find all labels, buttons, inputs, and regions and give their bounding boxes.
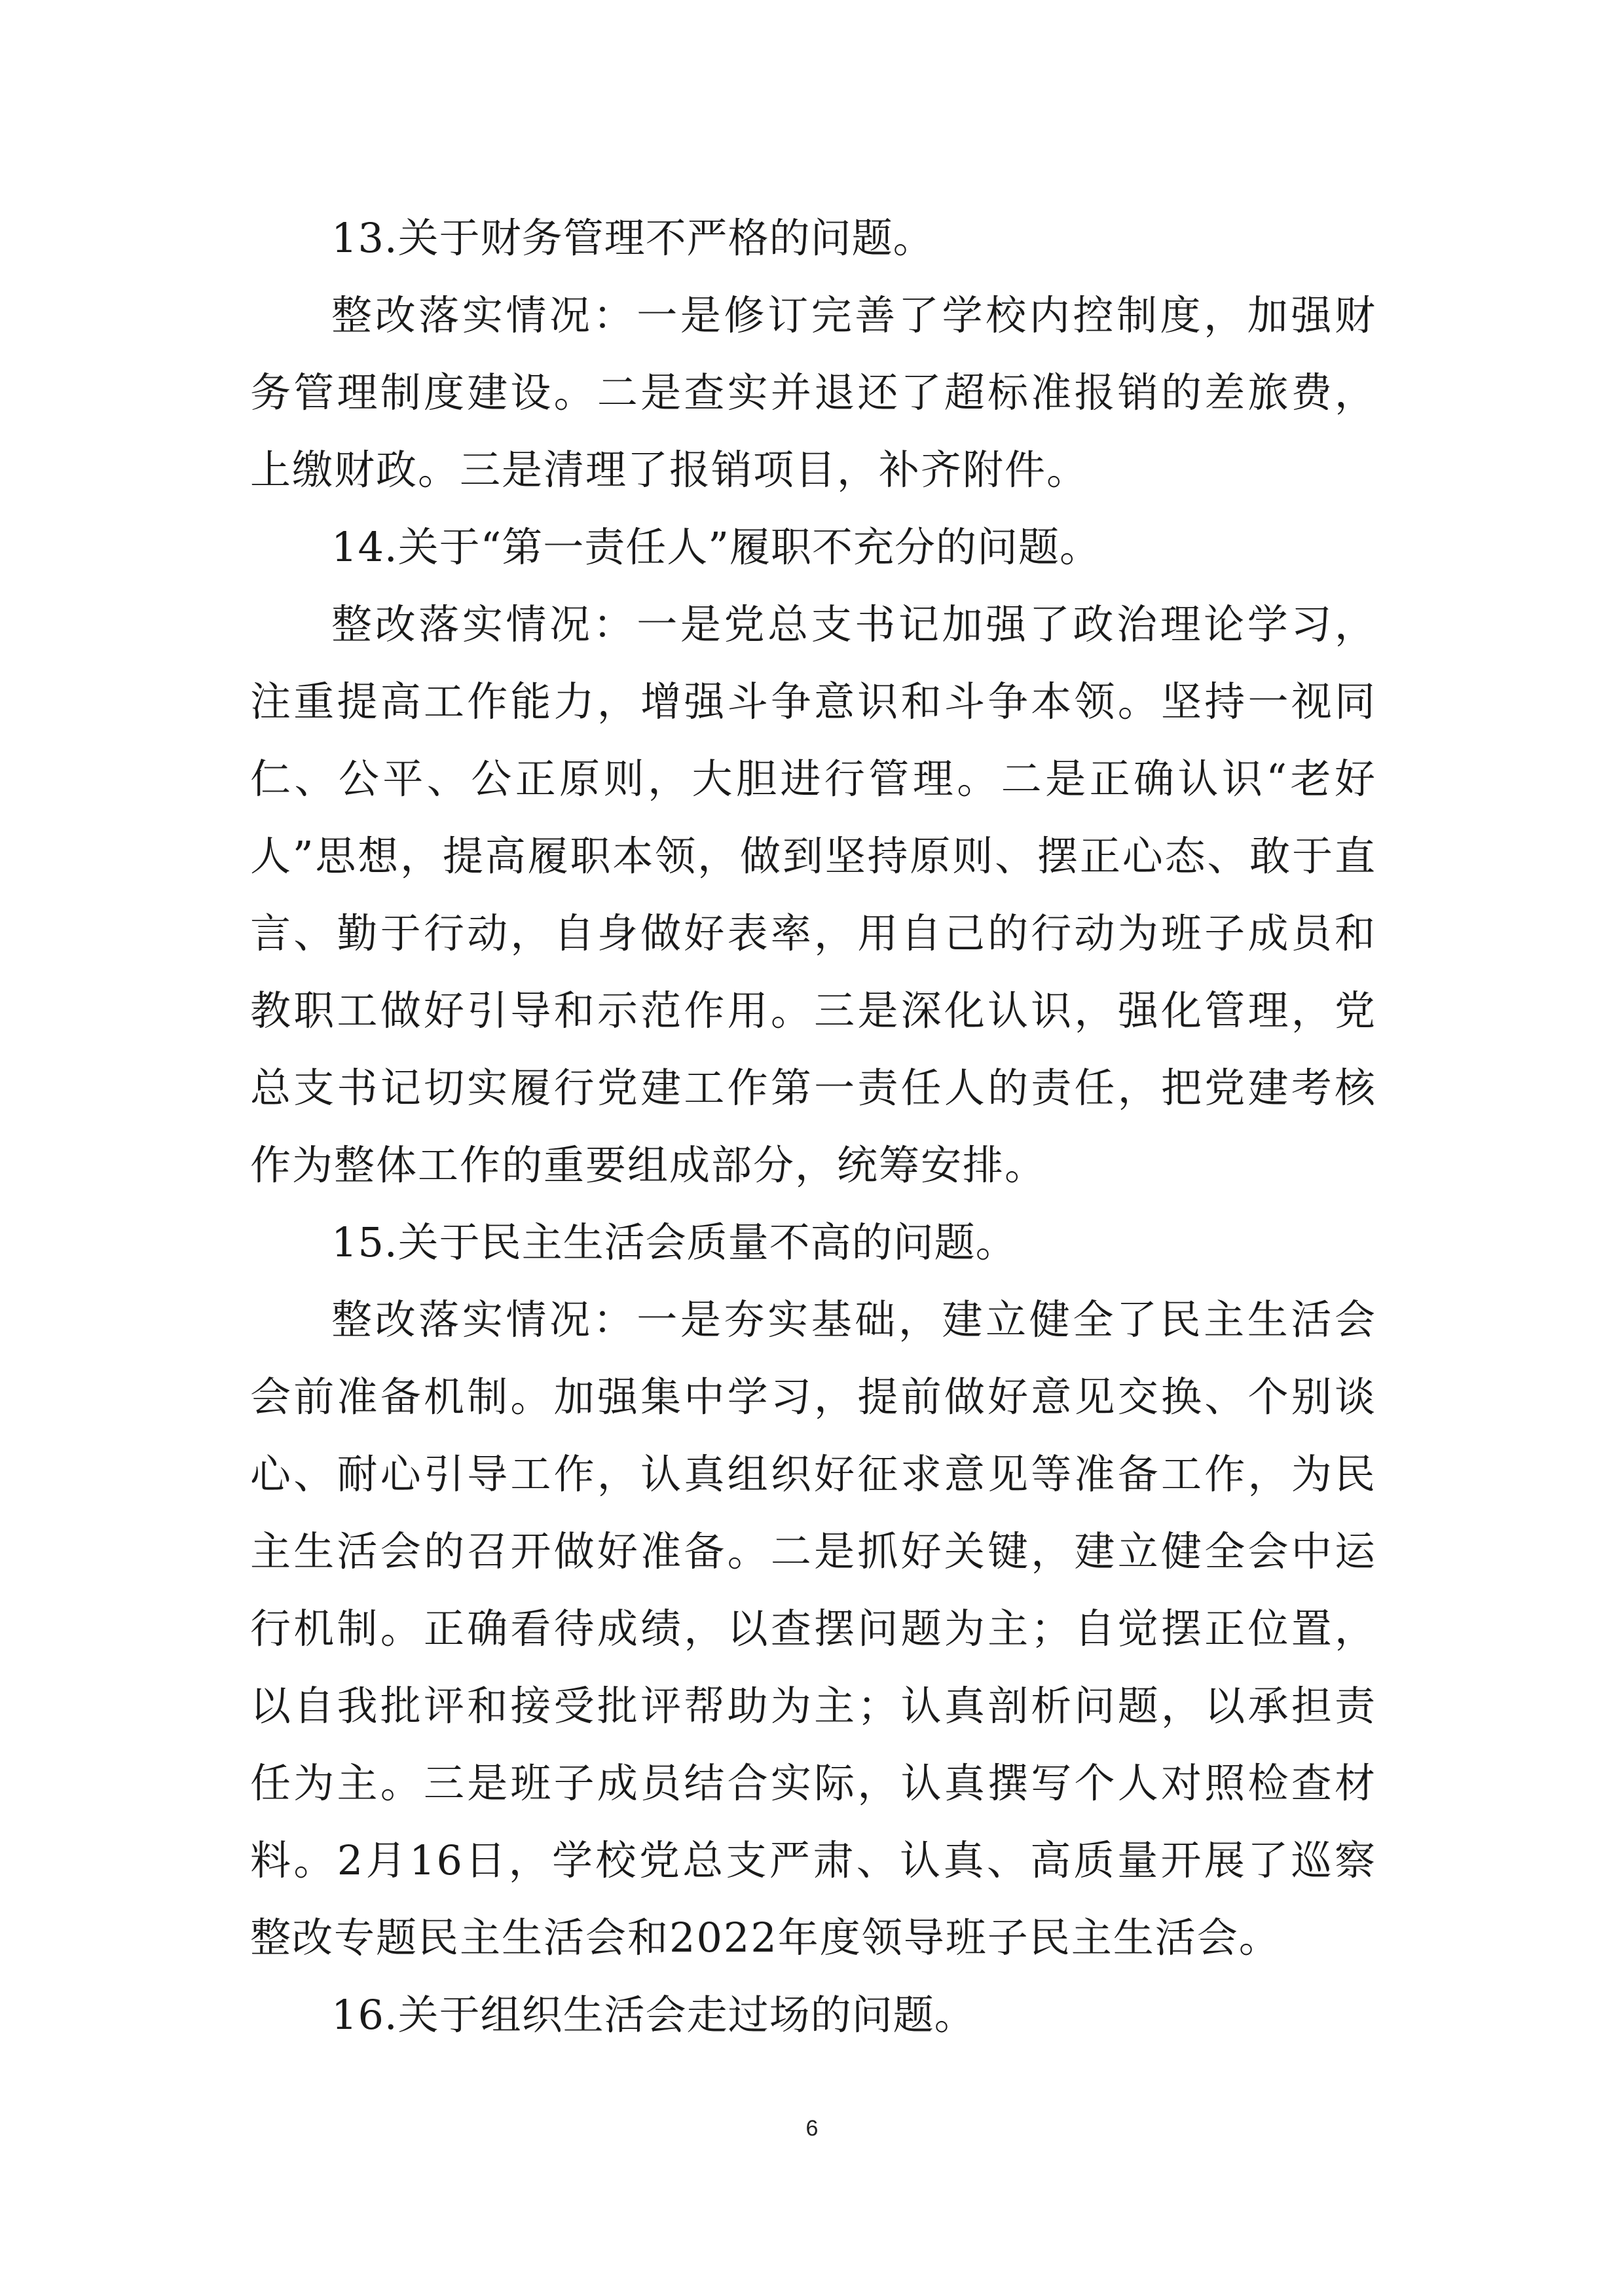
section-body-15: 整改落实情况：一是夯实基础，建立健全了民主生活会会前准备机制。加强集中学习，提前做好意见交换、个别谈心、耐心引导工作，认真组织好征求意见等准备工作，为民主生活会的召开做好准备。二是抓好关键，建立健全会中运行机制。正确看待成绩，以查摆问题为主；自觉摆正位置，以自我批评和接受批评帮助为主；认真剖析问题，以承担责任为主。三是班子成员结合实际，认真撰写个人对照检查材料。2月16日，学校党总支严肃、认真、高质量开展了巡察整改专题民主生活会和2022年度领导班子民主生活会。 [250,1296,1376,1961]
section-heading-15: 15.关于民主生活会质量不高的问题。 [331,1218,1017,1266]
section-heading-16: 16.关于组织生活会走过场的问题。 [331,1991,976,2039]
section-heading-13: 13.关于财务管理不严格的问题。 [331,214,934,262]
section-body-13: 整改落实情况：一是修订完善了学校内控制度，加强财务管理制度建设。二是查实并退还了超标准报销的差旅费，上缴财政。三是清理了报销项目，补齐附件。 [250,291,1376,494]
section-heading-14: 14.关于“第一责任人”履职不充分的问题。 [331,523,1101,571]
section-body-14: 整改落实情况：一是党总支书记加强了政治理论学习，注重提高工作能力，增强斗争意识和斗争本领。坚持一视同仁、公平、公正原则，大胆进行管理。二是正确认识“老好人”思想，提高履职本领，做到坚持原则、摆正心态、敢于直言、勤于行动，自身做好表率，用自己的行动为班子成员和教职工做好引导和示范作用。三是深化认识，强化管理，党总支书记切实履行党建工作第一责任人的责任，把党建考核作为整体工作的重要组成部分，统筹安排。 [250,600,1376,1189]
page-number: 6 [805,2116,819,2141]
document-body [250,200,1376,2054]
